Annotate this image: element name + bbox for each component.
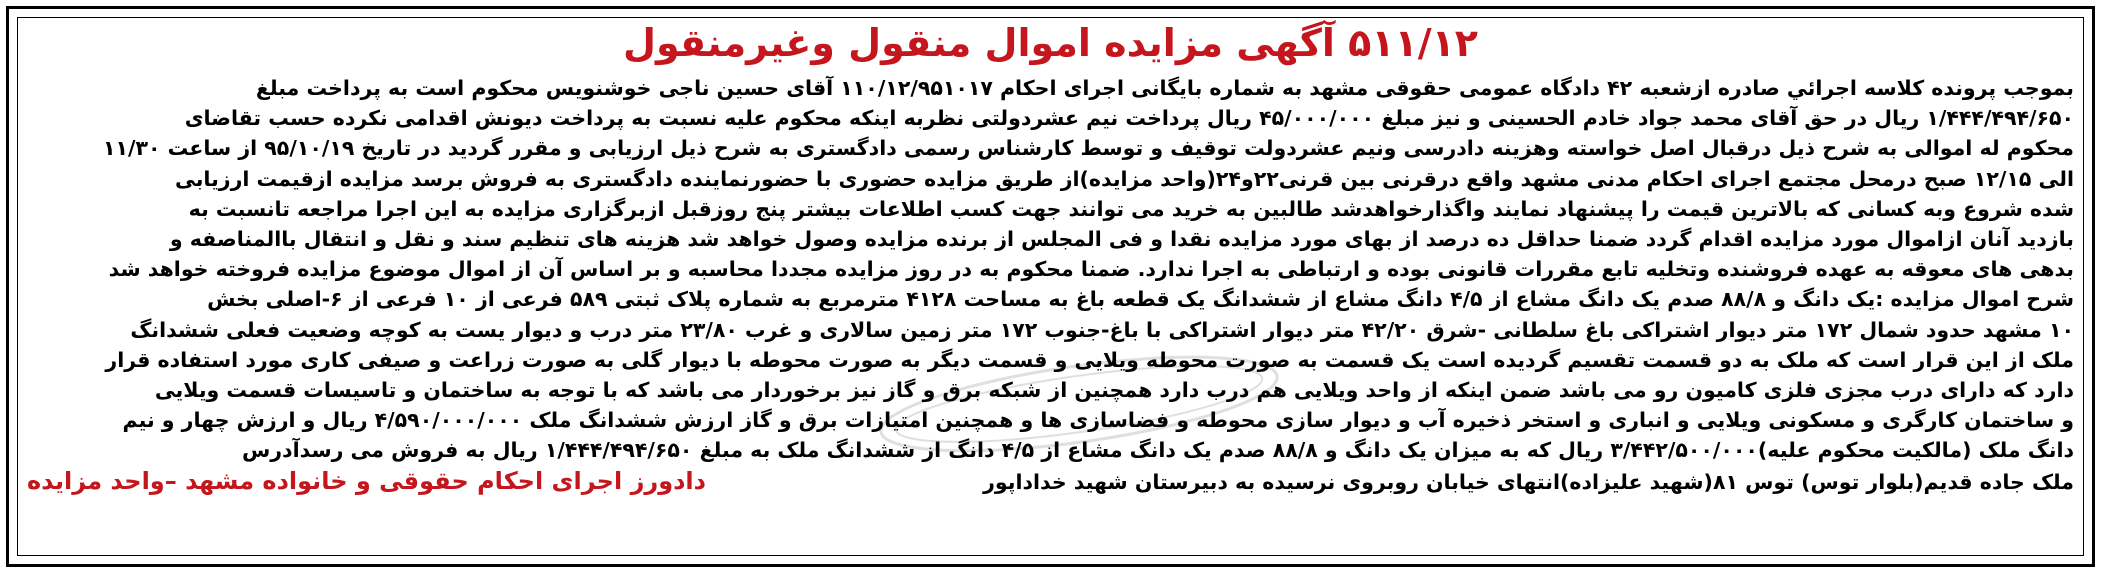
notice-line: بدهی های معوقه به عهده فروشنده وتخلیه تابع مقررات قانونی بوده و ارتباطی به اجرا ندارد. ضمنا محکوم به در روز مزایده مجددا محاسبه و بر اساس آن از اموال موضوع مزایده فروخته خواهد شد: [108, 257, 2074, 282]
notice-line: بازدید آنان ازاموال مورد مزایده اقدام گردد ضمنا حداقل ده درصد از بهای مورد مزایده نقدا و فی المجلس از برنده مزایده وصول خواهد شد هزینه های تنظیم سند و نقل و انتقال باالمناصفه و: [169, 227, 2074, 252]
notice-line: الی ۱۲/۱۵ صبح درمحل مجتمع اجرای احکام مدنی مشهد واقع درقرنی بین قرنی۲۲و۲۴(واحد مزایده)از طریق مزایده حضوری با حضورنماینده دادگستری به فروش برسد مزایده ازقیمت ارزیابی: [174, 166, 2074, 191]
notice-line: دارد که دارای درب مجزی فلزی کامیون رو می باشد ضمن اینکه از واحد ویلایی هم درب دارد همچنین از شبکه برق و گاز نیز برخوردار می باشد که با توجه به ساختمان و تاسیسات قسمت ویلایی: [154, 378, 2074, 403]
notice-line: و ساختمان کارگری و مسکونی ویلایی و انباری و استخر ذخیره آب و دیوار سازی محوطه و فضاسازی ها و همچنین امتیازات برق و گاز ارزش ششدانگ ملک ۴/۵۹۰/۰۰۰/۰۰۰ ریال و ارزش چهار و نیم: [122, 408, 2074, 433]
signature: دادورز اجرای احکام حقوقی و خانواده مشهد –واحد مزایده: [27, 466, 706, 495]
notice-last-line: [27, 466, 2074, 497]
address-text: ملک جاده قدیم(بلوار توس) توس ۸۱(شهید علیزاده)انتهای خیابان روبروی نرسیده به دبیرستان شهید خداداپور: [983, 469, 2074, 494]
notice-line: ۱۰ مشهد حدود شمال ۱۷۲ متر دیوار اشتراکی باغ سلطانی -شرق ۴۲/۲۰ متر دیوار اشتراکی با باغ-جنوب ۱۷۲ متر زمین سالاری و غرب ۲۳/۸۰ متر درب و دیوار یست به کوچه وضعیت فعلی ششدانگ: [130, 317, 2074, 342]
notice-line: محکوم له اموالی به شرح ذیل درقبال اصل خواسته وهزینه دادرسی ونیم عشردولت توقیف و توسط کارشناس رسمی دادگستری به شرح ذیل ارزیابی و مقرر گردید در تاریخ ۹۵/۱۰/۱۹ از ساعت ۱۱/۳۰: [102, 136, 2074, 161]
notice-title: ۵۱۱/۱۲ آگهی مزایده اموال منقول وغیرمنقول: [623, 21, 1478, 65]
notice-body: [27, 73, 2074, 497]
notice-line: دانگ ملک (مالکیت محکوم علیه)۳/۴۴۲/۵۰۰/۰۰۰ ریال که به میزان یک دانگ و ۸۸/۸ صدم یک دانگ مشاع از ۴/۵ دانگ از ششدانگ ملک به مبلغ ۱/۴۴۴/۴۹۴/۶۵۰ ریال به فروش می رسدآدرس: [241, 438, 2074, 463]
notice-line: بموجب پرونده کلاسه اجرائي صادره ازشعبه ۴۲ دادگاه عمومی حقوقی مشهد به شماره بایگانی اجرای احکام ۱۱۰/۱۲/۹۵۱۰۱۷ آقای حسین ناجی خوشنویس محکوم است به پرداخت مبلغ: [255, 76, 2074, 100]
notice-line: شده شروع وبه کسانی که بالاترین قیمت را پیشنهاد نمایند واگذارخواهدشد طالبین به خرید می توانند جهت کسب اطلاعات بیشتر پنج روزقبل ازبرگزاری مزایده به این اجرا مراجعه تانسبت به: [188, 196, 2074, 221]
notice-line: ۱/۴۴۴/۴۹۴/۶۵۰ ریال در حق آقای محمد جواد خادم الحسینی و نیز مبلغ ۴۵/۰۰۰/۰۰۰ ریال پرداخت نیم عشردولتی نظربه اینکه محکوم علیه نسبت به پرداخت دیونش اقدامی نکرده حسب تقاضای: [184, 106, 2074, 131]
notice-frame: [6, 6, 2095, 567]
notice-line: ملک از این قرار است که ملک به دو قسمت تقسیم گردیده است یک قسمت به صورت محوطه ویلایی و قسمت دیگر به صورت محوطه با دیوار گلی به صورت زراعت و صیفی کاری مورد استفاده قرار: [105, 347, 2074, 372]
notice-line: شرح اموال مزایده :یک دانگ و ۸۸/۸ صدم یک دانگ مشاع از ۴/۵ دانگ مشاع از ششدانگ یک قطعه باغ به مساحت ۴۱۲۸ مترمربع به شماره پلاک ثبتی ۵۸۹ فرعی از ۱۰ فرعی از ۶-اصلی بخش: [207, 287, 2074, 312]
